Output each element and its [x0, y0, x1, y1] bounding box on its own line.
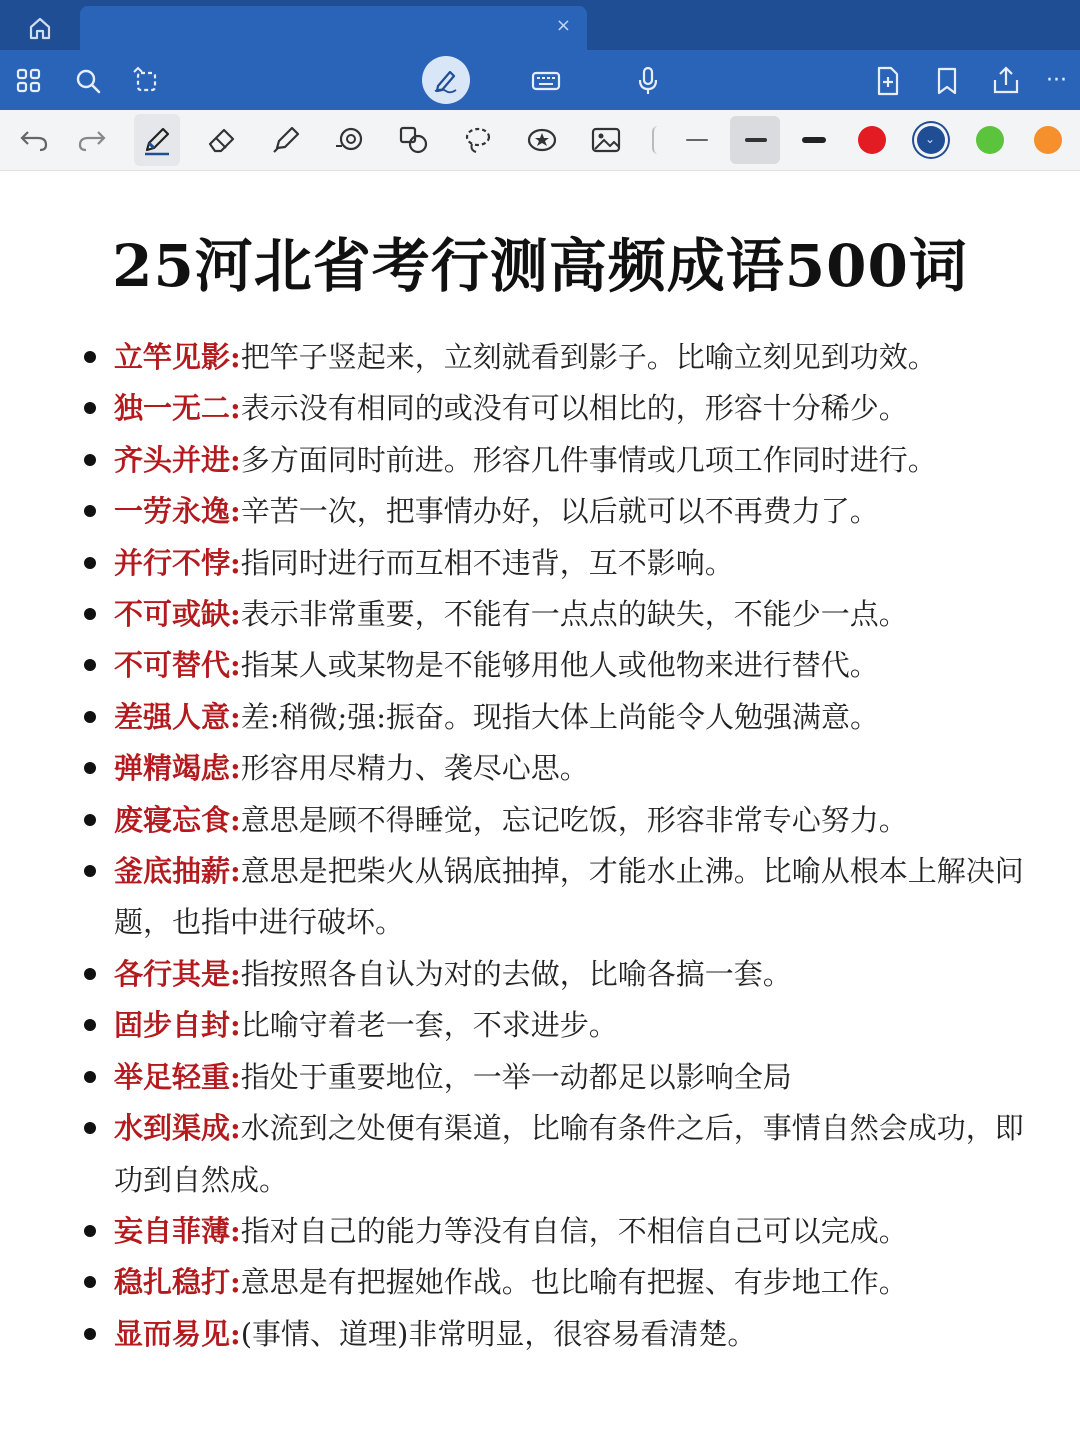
idiom-definition: 把竿子竖起来，立刻就看到影子。比喻立刻见到功效。	[240, 340, 937, 374]
idiom-definition: 指处于重要地位，一举一动都足以影响全局	[240, 1059, 792, 1094]
share-button[interactable]	[989, 64, 1023, 98]
highlighter-icon	[268, 122, 304, 158]
idiom-term: 不可或缺:	[114, 597, 241, 632]
idiom-entry	[80, 589, 1040, 640]
apps-grid-button[interactable]	[13, 64, 47, 98]
idiom-term: 立竿见影:	[114, 340, 241, 374]
idiom-definition: 表示非常重要，不能有一点点的缺失，不能少一点。	[240, 597, 908, 632]
idiom-definition: 指同时进行而互相不违背，互不影响。	[240, 545, 734, 580]
idiom-definition: 水流到之处便有渠道，比喻有条件之后，事情自然会成功，即功到自然成。	[114, 1111, 1024, 1197]
bullet-icon	[84, 968, 96, 980]
bullet-icon	[84, 659, 96, 671]
stroke-thin-option[interactable]	[686, 139, 708, 141]
bullet-icon	[84, 351, 96, 363]
idiom-definition: 形容用尽精力、袭尽心思。	[240, 751, 589, 786]
idiom-term: 独一无二:	[114, 391, 241, 426]
search-button[interactable]	[71, 64, 105, 98]
image-tool-button[interactable]	[588, 122, 624, 158]
idiom-term: 水到渠成:	[114, 1111, 241, 1146]
idiom-term: 不可替代:	[114, 648, 241, 683]
color-swatch-orange[interactable]	[1034, 126, 1062, 154]
color-swatch-navy[interactable]	[917, 126, 945, 154]
bullet-icon	[84, 814, 96, 826]
idiom-term: 一劳永逸:	[114, 494, 241, 529]
idiom-entry	[80, 332, 1040, 383]
apps-grid-icon	[13, 64, 47, 98]
idiom-entry	[80, 692, 1040, 743]
idiom-term: 举足轻重:	[114, 1059, 241, 1094]
more-options-button[interactable]	[1046, 64, 1080, 98]
bullet-icon	[84, 1019, 96, 1031]
bullet-icon	[84, 557, 96, 569]
highlighter-tool-button[interactable]	[268, 122, 304, 158]
idiom-entry	[80, 1206, 1040, 1257]
idiom-definition: 多方面同时前进。形容几件事情或几项工作同时进行。	[240, 442, 937, 477]
pen-icon	[139, 122, 175, 158]
bullet-icon	[84, 505, 96, 517]
idiom-definition: 辛苦一次，把事情办好，以后就可以不再费力了。	[240, 494, 879, 529]
idiom-definition: 指按照各自认为对的去做，比喻各搞一套。	[240, 956, 792, 991]
lasso-icon	[460, 122, 496, 158]
rotate-select-icon	[130, 64, 164, 98]
idiom-term: 废寝忘食:	[114, 802, 241, 837]
add-page-icon	[871, 64, 905, 98]
rotate-select-button[interactable]	[130, 64, 164, 98]
shape-tool-button[interactable]	[332, 122, 368, 158]
idiom-entry	[80, 846, 1040, 949]
redo-icon	[74, 122, 110, 158]
idiom-entry	[80, 640, 1040, 691]
idiom-entry	[80, 486, 1040, 537]
idiom-term: 稳扎稳打:	[114, 1265, 241, 1300]
pen-tool-button[interactable]	[139, 122, 175, 158]
idiom-entry	[80, 743, 1040, 794]
idiom-term: 妄自菲薄:	[114, 1213, 241, 1248]
color-swatch-red[interactable]	[858, 126, 886, 154]
bullet-icon	[84, 402, 96, 414]
bullet-icon	[84, 762, 96, 774]
stroke-medium-line	[745, 138, 767, 142]
pen-mode-button[interactable]	[422, 56, 470, 104]
shape-text-icon	[396, 122, 432, 158]
idiom-list	[80, 332, 1040, 1360]
undo-icon	[16, 122, 52, 158]
stroke-thick-option[interactable]	[802, 137, 826, 143]
bookmark-icon	[930, 64, 964, 98]
checkmark-icon: ⌄	[925, 132, 936, 146]
shape-text-tool-button[interactable]	[396, 122, 432, 158]
stroke-group-bracket	[652, 126, 664, 154]
home-icon	[24, 14, 56, 42]
idiom-term: 齐头并进:	[114, 442, 241, 477]
redo-button[interactable]	[74, 122, 110, 158]
bookmark-button[interactable]	[930, 64, 964, 98]
idiom-entry	[80, 538, 1040, 589]
idiom-entry	[80, 1103, 1040, 1206]
eraser-tool-button[interactable]	[204, 122, 240, 158]
idiom-entry	[80, 949, 1040, 1000]
image-icon	[588, 122, 624, 158]
search-icon	[71, 64, 105, 98]
idiom-definition: 意思是有把握她作战。也比喻有把握、有步地工作。	[240, 1265, 908, 1300]
idiom-term: 釜底抽薪:	[114, 854, 241, 889]
keyboard-button[interactable]	[529, 64, 563, 98]
add-page-button[interactable]	[871, 64, 905, 98]
bullet-icon	[84, 1071, 96, 1083]
undo-button[interactable]	[16, 122, 52, 158]
bullet-icon	[84, 1225, 96, 1237]
document-title: 25河北省考行测高频成语500词	[112, 232, 968, 300]
bullet-icon	[84, 865, 96, 877]
idiom-term: 各行其是:	[114, 956, 241, 991]
idiom-term: 弹精竭虑:	[114, 751, 241, 786]
tab-bar	[0, 0, 1080, 50]
idiom-definition: 表示没有相同的或没有可以相比的，形容十分稀少。	[240, 391, 908, 426]
shape-icon	[332, 122, 368, 158]
idiom-term: 并行不悖:	[114, 545, 241, 580]
main-toolbar	[0, 50, 1080, 110]
idiom-entry	[80, 1052, 1040, 1103]
idiom-definition: 差:稍微;强:振奋。现指大体上尚能令人勉强满意。	[240, 699, 880, 734]
document-tab[interactable]	[80, 6, 587, 50]
bullet-icon	[84, 608, 96, 620]
idiom-definition: (事情、道理)非常明显，很容易看清楚。	[240, 1316, 757, 1351]
pen-mode-icon	[432, 66, 460, 94]
microphone-button[interactable]	[631, 64, 665, 98]
idiom-entry	[80, 795, 1040, 846]
share-icon	[989, 64, 1023, 98]
sticker-tool-button[interactable]	[524, 122, 560, 158]
microphone-icon	[631, 64, 665, 98]
home-button[interactable]	[24, 14, 56, 42]
tab-close-icon[interactable]: ×	[555, 15, 571, 36]
lasso-tool-button[interactable]	[460, 122, 496, 158]
idiom-definition: 意思是顾不得睡觉，忘记吃饭，形容非常专心努力。	[240, 802, 908, 837]
bullet-icon	[84, 1328, 96, 1340]
drawing-toolbar	[0, 110, 1080, 171]
bullet-icon	[84, 711, 96, 723]
keyboard-icon	[529, 64, 563, 98]
eraser-icon	[204, 122, 240, 158]
more-icon: ···	[1046, 68, 1067, 93]
color-swatch-green[interactable]	[976, 126, 1004, 154]
idiom-entry	[80, 1000, 1040, 1051]
sticker-icon	[524, 122, 560, 158]
idiom-term: 显而易见:	[114, 1316, 241, 1351]
idiom-definition: 指对自己的能力等没有自信，不相信自己可以完成。	[240, 1213, 908, 1248]
idiom-entry	[80, 1257, 1040, 1308]
idiom-definition: 比喻守着老一套，不求进步。	[240, 1008, 618, 1043]
idiom-term: 固步自封:	[114, 1008, 241, 1043]
bullet-icon	[84, 1276, 96, 1288]
bullet-icon	[84, 1122, 96, 1134]
idiom-entry	[80, 1309, 1040, 1360]
idiom-entry	[80, 383, 1040, 434]
bullet-icon	[84, 454, 96, 466]
idiom-entry	[80, 435, 1040, 486]
idiom-definition: 指某人或某物是不能够用他人或他物来进行替代。	[240, 648, 879, 683]
idiom-term: 差强人意:	[114, 699, 241, 734]
idiom-definition: 意思是把柴火从锅底抽掉，才能水止沸。比喻从根本上解决问题，也指中进行破坏。	[114, 854, 1024, 940]
